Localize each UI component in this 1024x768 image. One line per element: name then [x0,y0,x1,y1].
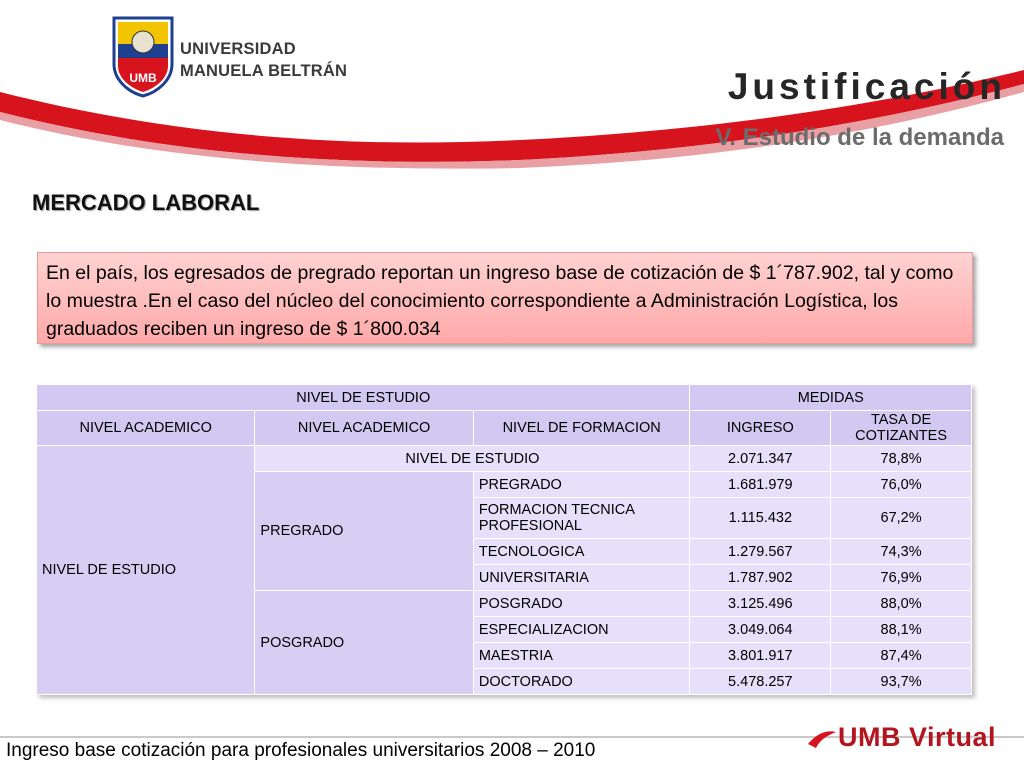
university-name-line2: MANUELA BELTRÁN [180,62,348,80]
total-ingreso: 2.071.347 [690,446,831,472]
header-medidas: MEDIDAS [690,385,972,411]
header-nivel-estudio: NIVEL DE ESTUDIO [37,385,690,411]
table-caption: Ingreso base cotización para profesionales universitarios 2008 – 2010 [6,740,596,761]
ingreso-cell: 1.115.432 [690,498,831,539]
tasa-cell: 76,0% [831,472,972,498]
page-title: Justificación [727,66,1006,107]
university-logo [108,14,178,98]
ingreso-cell: 1.279.567 [690,539,831,565]
ingreso-cell: 5.478.257 [690,669,831,695]
total-label: NIVEL DE ESTUDIO [255,446,690,472]
header-col-ingreso: INGRESO [690,411,831,446]
tasa-cell: 88,0% [831,591,972,617]
posgrado-label: POSGRADO [255,591,473,695]
pregrado-label: PREGRADO [255,472,473,591]
tasa-cell: 88,1% [831,617,972,643]
tasa-cell: 76,9% [831,565,972,591]
formacion-cell: MAESTRIA [473,643,690,669]
formacion-cell: FORMACION TECNICA PROFESIONAL [473,498,690,539]
ingreso-cell: 1.681.979 [690,472,831,498]
logo-text: UMB [129,71,157,85]
section-title: MERCADO LABORAL [32,190,260,215]
ingreso-cell: 3.801.917 [690,643,831,669]
table-header-top [37,385,972,411]
total-tasa: 78,8% [831,446,972,472]
tasa-cell: 67,2% [831,498,972,539]
callout-box: En el país, los egresados de pregrado reportan un ingreso base de cotización de $ 1´787.902, tal y como lo muestra .En el caso del núcleo del conocimiento correspondiente a Administración Logística, los graduados reciben un ingreso de $ 1´800.034 [37,252,973,344]
header-col-nivel-academico-2: NIVEL ACADEMICO [255,411,473,446]
row-group-label: NIVEL DE ESTUDIO [37,446,255,695]
page-subtitle: V. Estudio de la demanda [715,124,1004,151]
table-row [37,446,972,472]
university-name [180,38,347,82]
header-col-nivel-formacion: NIVEL DE FORMACION [473,411,690,446]
umb-virtual-brand: UMB Virtual [838,722,997,752]
ingreso-cell: 3.049.064 [690,617,831,643]
income-table [36,384,972,695]
ingreso-cell: 1.787.902 [690,565,831,591]
formacion-cell: POSGRADO [473,591,690,617]
formacion-cell: UNIVERSITARIA [473,565,690,591]
tasa-cell: 74,3% [831,539,972,565]
header-col-tasa: TASA DE COTIZANTES [831,411,972,446]
ingreso-cell: 3.125.496 [690,591,831,617]
formacion-cell: PREGRADO [473,472,690,498]
formacion-cell: DOCTORADO [473,669,690,695]
table-header-cols [37,411,972,446]
university-name-line1: UNIVERSIDAD [180,40,296,58]
tasa-cell: 93,7% [831,669,972,695]
formacion-cell: ESPECIALIZACION [473,617,690,643]
header-col-nivel-academico-1: NIVEL ACADEMICO [37,411,255,446]
formacion-cell: TECNOLOGICA [473,539,690,565]
tasa-cell: 87,4% [831,643,972,669]
